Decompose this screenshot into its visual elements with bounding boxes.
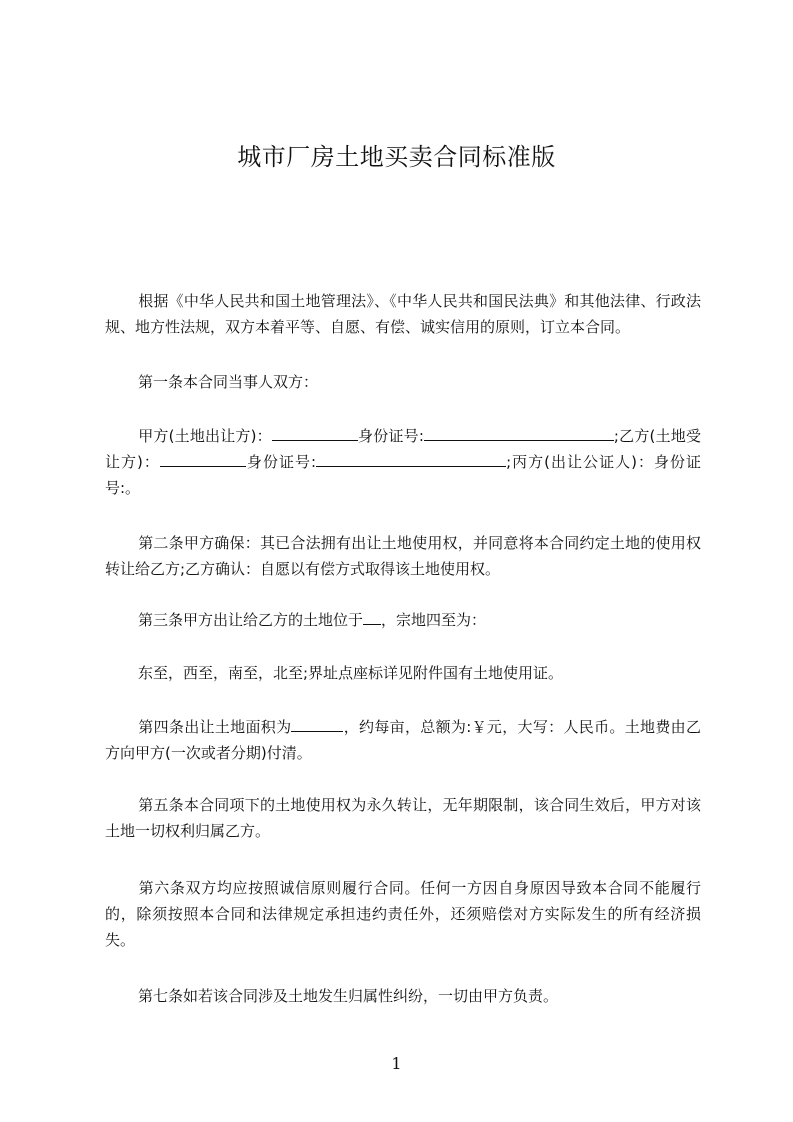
party-b-label: ;乙方(土地受让方)： [105,427,701,471]
party-c-label: ;丙方(出让公证人)：身份证号:。 [105,453,702,497]
land-location-blank [363,608,381,625]
article-1-text: 第一条本合同当事人双方： [138,373,319,391]
article-4-paragraph [105,714,701,766]
article-1-heading [105,369,701,395]
article-3-prefix: 第三条甲方出让给乙方的土地位于 [138,611,364,629]
party-a-id-blank [424,424,614,441]
article-7-paragraph [105,983,701,1009]
party-a-name-blank [272,424,358,441]
article-4-prefix: 第四条出让土地面积为 [138,718,292,736]
boundaries-paragraph [105,660,701,686]
land-area-blank [291,715,343,732]
party-a-label: 甲方(土地出让方)： [138,427,272,445]
article-5-text: 第五条本合同项下的土地使用权为永久转让，无年期限制，该合同生效后，甲方对该土地一切权利归属乙方。 [105,796,701,840]
document-title: 城市厂房土地买卖合同标准版 [237,143,556,171]
article-3-suffix: ，宗地四至为： [381,611,487,629]
preamble-text: 根据《中华人民共和国土地管理法》、《中华人民共和国民法典》和其他法律、行政法规、地方性法规，双方本着平等、自愿、有偿、诚实信用的原则，订立本合同。 [105,292,701,336]
article-5-paragraph [105,792,701,844]
article-4-suffix: ，约每亩，总额为:￥元，大写：人民币。土地费由乙方向甲方(一次或者分期)付清。 [105,718,701,762]
article-2-paragraph [105,530,701,582]
preamble-paragraph [105,288,701,340]
article-2-text: 第二条甲方确保：其已合法拥有出让土地使用权，并同意将本合同约定土地的使用权转让给乙方;乙方确认：自愿以有偿方式取得该土地使用权。 [105,534,701,578]
party-b-id-blank [316,450,506,467]
article-7-text: 第七条如若该合同涉及土地发生归属性纠纷，一切由甲方负责。 [138,987,559,1005]
boundaries-text: 东至，西至，南至，北至;界址点座标详见附件国有土地使用证。 [138,664,564,682]
article-6-paragraph [105,875,701,953]
article-3-paragraph [105,607,701,633]
id-number-label-2: 身份证号: [245,453,317,471]
parties-paragraph [105,423,701,501]
party-b-name-blank [160,450,246,467]
id-number-label-1: 身份证号: [357,427,424,445]
article-6-text: 第六条双方均应按照诚信原则履行合同。任何一方因自身原因导致本合同不能履行的，除须按照本合同和法律规定承担违约责任外，还须赔偿对方实际发生的所有经济损失。 [105,879,701,949]
page-number: 1 [391,1054,402,1073]
